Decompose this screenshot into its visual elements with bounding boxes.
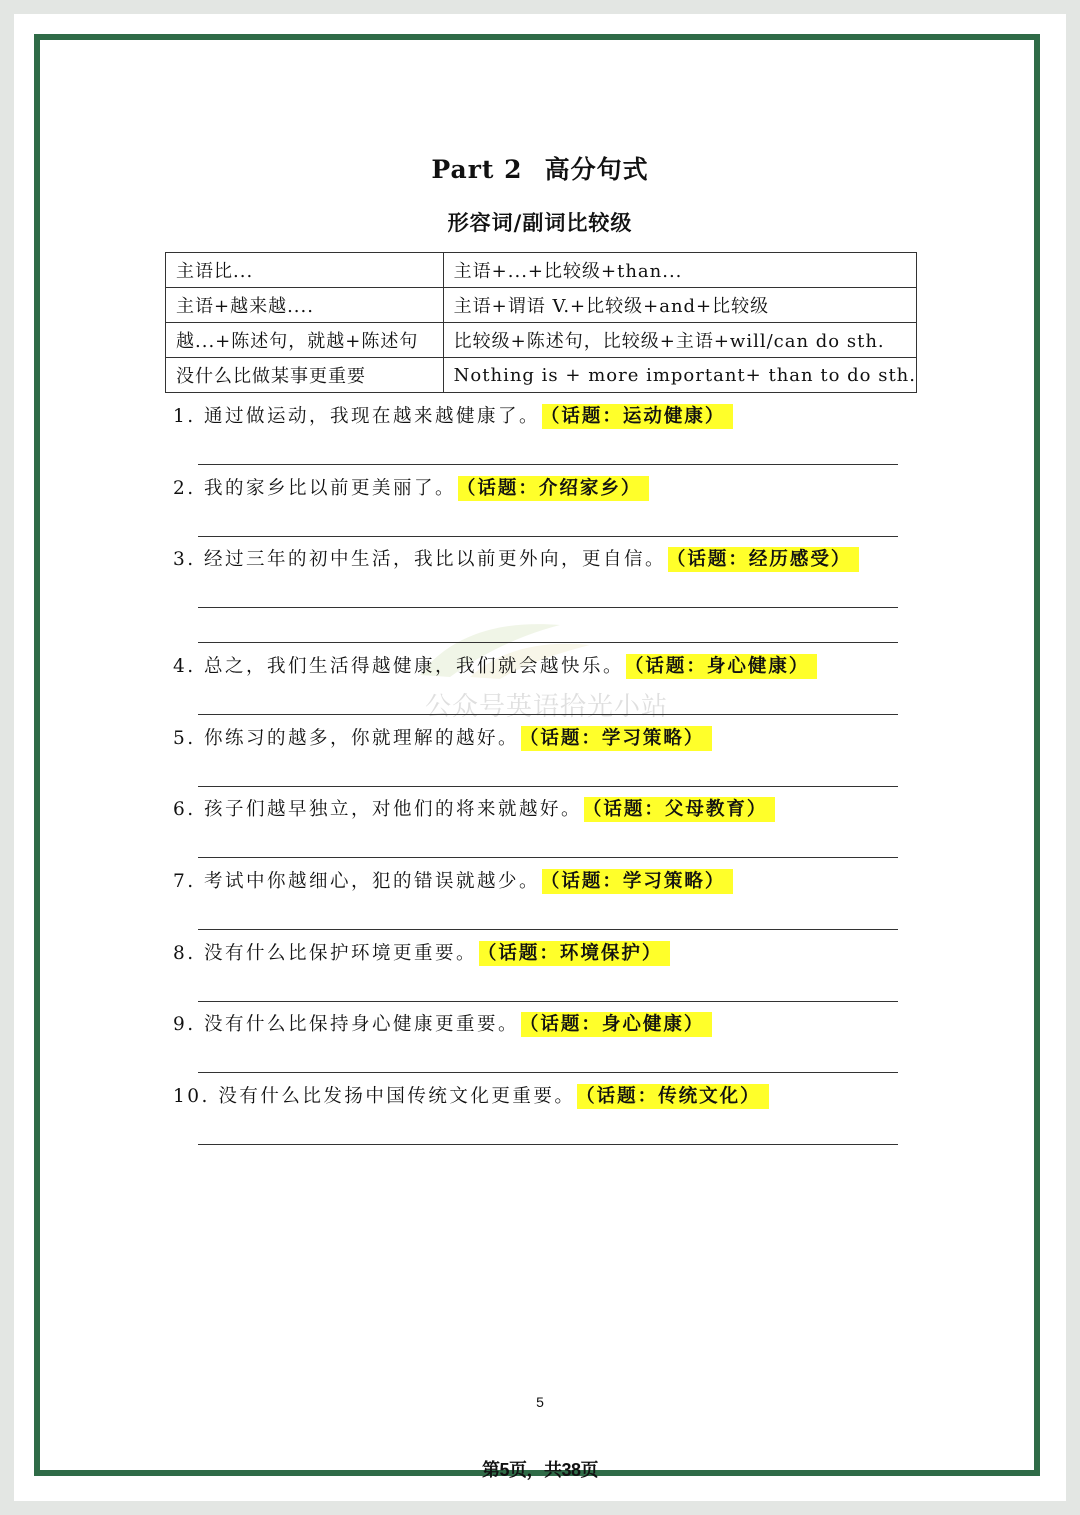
table-cell: 主语+...+比较级+than...	[443, 253, 916, 288]
title-text: 高分句式	[544, 155, 649, 184]
answer-line[interactable]	[198, 1001, 898, 1002]
question-text: 没有什么比发扬中国传统文化更重要。	[218, 1086, 576, 1107]
grammar-table	[165, 252, 917, 393]
table-row	[166, 358, 917, 393]
question-item	[173, 796, 775, 824]
question-number: 5.	[173, 728, 196, 749]
question-item	[173, 546, 859, 574]
question-number: 4.	[173, 656, 196, 677]
question-item	[173, 868, 733, 896]
question-number: 7.	[173, 871, 196, 892]
page	[14, 14, 1066, 1501]
question-text: 你练习的越多，你就理解的越好。	[204, 728, 520, 749]
topic-tag: （话题：运动健康）	[542, 404, 733, 429]
answer-line[interactable]	[198, 857, 898, 858]
table-cell: 主语+谓语 V.+比较级+and+比较级	[443, 288, 916, 323]
question-text: 没有什么比保护环境更重要。	[204, 943, 478, 964]
topic-tag: （话题：学习策略）	[542, 869, 733, 894]
question-text: 总之，我们生活得越健康，我们就会越快乐。	[204, 656, 625, 677]
answer-line[interactable]	[198, 607, 898, 608]
question-number: 1.	[173, 406, 196, 427]
topic-tag: （话题：身心健康）	[626, 654, 817, 679]
table-row	[166, 288, 917, 323]
question-item	[173, 1083, 769, 1111]
question-number: 2.	[173, 478, 196, 499]
answer-line[interactable]	[198, 786, 898, 787]
watermark-text: 公众号英语拾光小站	[425, 692, 669, 722]
table-cell: 没什么比做某事更重要	[166, 358, 444, 393]
topic-tag: （话题：介绍家乡）	[458, 476, 649, 501]
page-title	[0, 150, 1080, 186]
question-number: 3.	[173, 549, 196, 570]
page-footer: 第5页，共38页	[481, 1460, 599, 1480]
question-number: 6.	[173, 799, 196, 820]
answer-line[interactable]	[198, 536, 898, 537]
topic-tag: （话题：环境保护）	[479, 941, 670, 966]
answer-line[interactable]	[198, 464, 898, 465]
part-label: Part 2	[431, 155, 523, 184]
topic-tag: （话题：学习策略）	[521, 726, 712, 751]
table-row	[166, 253, 917, 288]
question-item	[173, 475, 649, 503]
answer-line[interactable]	[198, 1072, 898, 1073]
answer-line[interactable]	[198, 1144, 898, 1145]
topic-tag: （话题：经历感受）	[668, 547, 859, 572]
question-number: 9.	[173, 1014, 196, 1035]
topic-tag: （话题：传统文化）	[577, 1084, 768, 1109]
topic-tag: （话题：身心健康）	[521, 1012, 712, 1037]
question-text: 经过三年的初中生活，我比以前更外向，更自信。	[204, 549, 667, 570]
table-cell: 主语比...	[166, 253, 444, 288]
question-item	[173, 940, 670, 968]
question-item	[173, 403, 733, 431]
page-number: 5	[536, 1394, 544, 1410]
question-text: 孩子们越早独立，对他们的将来就越好。	[204, 799, 583, 820]
page-border	[34, 34, 1040, 1476]
table-row	[166, 323, 917, 358]
question-number: 10.	[173, 1086, 210, 1107]
table-cell: 比较级+陈述句，比较级+主语+will/can do sth.	[443, 323, 916, 358]
question-item	[173, 725, 712, 753]
section-subtitle: 形容词/副词比较级	[447, 210, 633, 235]
answer-line[interactable]	[198, 642, 898, 643]
topic-tag: （话题：父母教育）	[584, 797, 775, 822]
question-text: 考试中你越细心，犯的错误就越少。	[204, 871, 541, 892]
question-number: 8.	[173, 943, 196, 964]
table-cell: 主语+越来越....	[166, 288, 444, 323]
question-text: 没有什么比保持身心健康更重要。	[204, 1014, 520, 1035]
question-text: 通过做运动，我现在越来越健康了。	[204, 406, 541, 427]
answer-line[interactable]	[198, 929, 898, 930]
question-item	[173, 1011, 712, 1039]
table-cell: 越...+陈述句，就越+陈述句	[166, 323, 444, 358]
question-text: 我的家乡比以前更美丽了。	[204, 478, 457, 499]
question-item	[173, 653, 817, 681]
answer-line[interactable]	[198, 714, 898, 715]
table-cell: Nothing is + more important+ than to do sth.	[443, 358, 916, 393]
